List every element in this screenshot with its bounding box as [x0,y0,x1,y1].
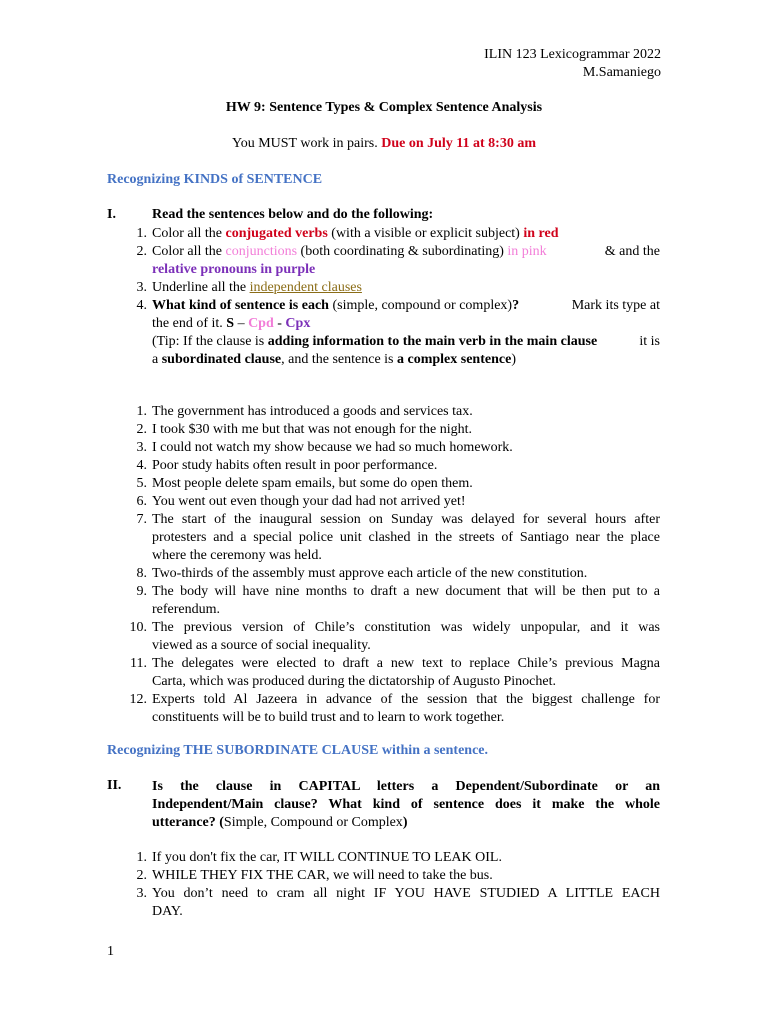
step-4 [107,297,660,333]
step-text: & and the [604,244,660,259]
item-number: 6. [136,494,147,509]
step-number: 2. [136,244,147,259]
item-number: 1. [136,850,147,865]
step-text: Color all the [152,226,226,241]
step-text: – [234,316,249,331]
compound-code: Cpd [248,316,274,331]
item-line: I took $30 with me but that was not enough for the night. [152,422,473,437]
author-name: M.Samaniego [582,65,661,80]
step-text: - [273,316,286,331]
item-line: Most people delete spam emails, but some do open them. [152,476,473,491]
conjunctions-label: conjunctions [225,244,298,259]
step-text: the end of it. [152,316,227,331]
item-line: Experts told Al Jazeera in advance of the session that the biggest challenge for [152,692,660,707]
simple-code: S [226,316,235,331]
item-number: 3. [136,886,147,901]
item-number: 12. [129,692,147,707]
tip-text: subordinated clause [161,352,282,367]
item-number: 3. [136,440,147,455]
independent-clauses-label: independent clauses [249,280,362,295]
item-line: constituents will be to build trust and to learn to work together. [152,710,505,725]
item-number: 11. [130,656,147,671]
item-line: The government has introduced a goods and services tax. [152,404,473,419]
step-text: (simple, compound or complex) [328,298,513,313]
item-line: The previous version of Chile’s constitution was widely unpopular, and it was [152,620,660,635]
section1-roman: I. [107,207,116,222]
item-line: If you don't fix the car, IT WILL CONTINUE TO LEAK OIL. [152,850,502,865]
pairs-note [0,136,768,152]
step-text: Color all the [152,244,226,259]
pairs-text: You MUST work in pairs. [231,136,382,151]
item-line: Two-thirds of the assembly must approve each article of the new constitution. [152,566,588,581]
item-line: The body will have nine months to draft a new document that will be then put to a [152,584,660,599]
item-number: 10. [129,620,147,635]
section2-question [152,778,660,832]
page-number: 1 [107,944,114,959]
tip-text: ) [511,352,516,367]
item-number: 1. [136,404,147,419]
item-line: viewed as a source of social inequality. [152,638,371,653]
tip-text: (Tip: If the clause is [152,334,268,349]
in-pink-label: in pink [507,244,547,259]
tip [107,333,660,369]
section2-roman: II. [107,778,122,793]
item-line: Poor study habits often result in poor performance. [152,458,438,473]
conjugated-verbs-label: conjugated verbs [225,226,328,241]
due-date: Due on July 11 at 8:30 am [381,136,537,151]
item-line: where the ceremony was held. [152,548,322,563]
step-text: What kind of sentence is each [152,298,329,313]
item-number: 7. [136,512,147,527]
section1-instruction: Read the sentences below and do the following: [152,207,434,222]
tip-text: a complex sentence [397,352,512,367]
item-line: The delegates were elected to draft a new text to replace Chile’s previous Magna [152,656,660,671]
section1-heading: Recognizing KINDS of SENTENCE [107,172,323,187]
section2-heading: Recognizing THE SUBORDINATE CLAUSE within a sentence. [107,743,489,758]
item-number: 8. [136,566,147,581]
page-title: HW 9: Sentence Types & Complex Sentence Analysis [225,100,543,115]
item-number: 5. [136,476,147,491]
item-number: 2. [136,868,147,883]
item-line: DAY. [152,904,183,919]
tip-text: it is [639,334,660,349]
step-number: 1. [136,226,147,241]
item-number: 9. [136,584,147,599]
complex-code: Cpx [285,316,311,331]
item-number: 4. [136,458,147,473]
tip-text: , and the sentence is [281,352,397,367]
step-text: Mark its type at [571,298,660,313]
relative-pronouns-label: relative pronouns in purple [152,262,316,277]
item-line: Carta, which was produced during the dictatorship of Augusto Pinochet. [152,674,556,689]
item-line: referendum. [152,602,221,617]
in-red-label: in red [523,226,559,241]
step-text: (with a visible or explicit subject) [327,226,524,241]
question-line: Independent/Main clause? What kind of sentence does it make the whole [152,797,660,812]
question-options: Simple, Compound or Complex [223,815,403,830]
item-number: 2. [136,422,147,437]
step-number: 3. [136,280,147,295]
item-line: You don’t need to cram all night IF YOU HAVE STUDIED A LITTLE EACH [152,886,660,901]
question-line: utterance? ( [152,815,224,830]
item-line: WHILE THEY FIX THE CAR, we will need to take the bus. [152,868,493,883]
question-line: Is the clause in CAPITAL letters a Dependent/Subordinate or an [152,779,660,794]
step-text: ? [512,298,520,313]
step-text: (both coordinating & subordinating) [297,244,508,259]
step-text: Underline all the [152,280,250,295]
course-name: ILIN 123 Lexicogrammar 2022 [484,47,661,62]
header-block [360,46,661,82]
item-line: protesters and a special police unit clashed in the streets of Santiago near the place [152,530,660,545]
tip-text: a [152,352,162,367]
step-number: 4. [136,298,147,313]
step-2 [107,243,660,279]
item-line: I could not watch my show because we had so much homework. [152,440,513,455]
tip-text: adding information to the main verb in the main clause [267,334,598,349]
item-line: The start of the inaugural session on Sunday was delayed for several hours after [152,512,660,527]
item-line: You went out even though your dad had not arrived yet! [152,494,466,509]
question-line: ) [402,815,408,830]
